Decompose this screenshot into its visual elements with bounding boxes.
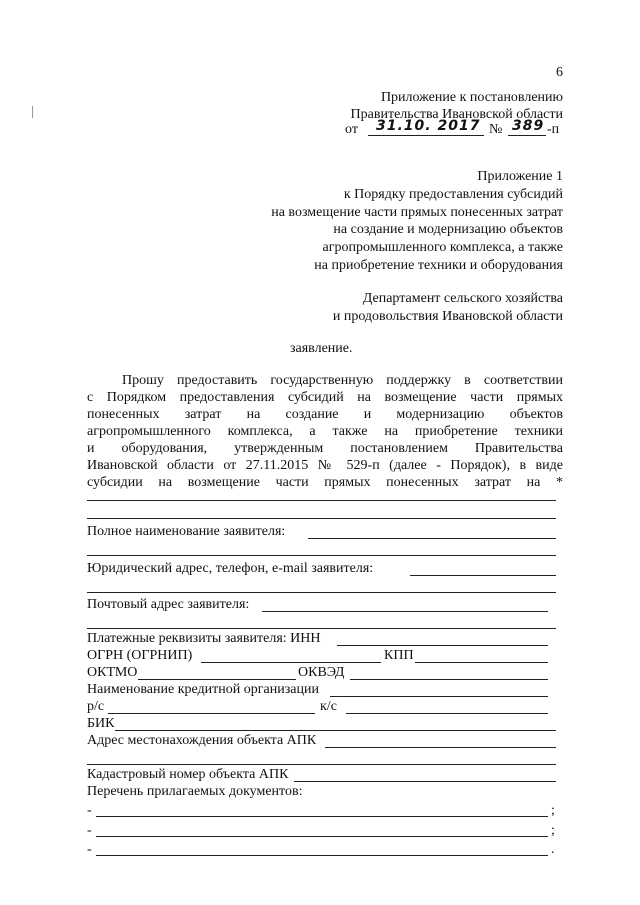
cadastral-number-label: Кадастровый номер объекта АПК: [87, 767, 289, 782]
inn-field[interactable]: [337, 645, 548, 646]
body-line: Ивановской области от 27.11.2015 № 529-п (далее - Порядок), в виде: [87, 458, 563, 473]
body-line: агропромышленного комплекса, а также на приобретение техники: [87, 424, 563, 439]
payment-details-label: Платежные реквизиты заявителя: ИНН: [87, 631, 321, 646]
ks-field[interactable]: [346, 713, 548, 714]
documents-list-end: ;: [551, 823, 555, 838]
postal-address-field-line-2[interactable]: [87, 628, 556, 629]
body-line: понесенных затрат на создание и модернизацию объектов: [87, 407, 563, 422]
full-name-label: Полное наименование заявителя:: [87, 524, 286, 539]
appendix-line: на приобретение техники и оборудования: [314, 258, 563, 273]
body-line: и оборудования, утвержденным постановлением Правительства: [87, 441, 563, 456]
header-date-handwritten: 31.10. 2017: [376, 118, 481, 134]
document-entry-field[interactable]: [96, 855, 548, 856]
appendix-title: Приложение 1: [477, 169, 563, 184]
ks-label: к/с: [320, 699, 337, 714]
documents-list-bullet: -: [87, 823, 92, 838]
appendix-line: на создание и модернизацию объектов: [333, 222, 563, 237]
document-entry-field[interactable]: [96, 836, 548, 837]
appendix-line: на возмещение части прямых понесенных затрат: [271, 205, 563, 220]
document-entry-field[interactable]: [96, 816, 548, 817]
header-ot-label: от: [345, 122, 358, 137]
bank-name-field[interactable]: [330, 696, 548, 697]
postal-address-field[interactable]: [262, 611, 548, 612]
documents-list-bullet: -: [87, 803, 92, 818]
cadastral-number-field[interactable]: [294, 781, 556, 782]
purpose-blank-line[interactable]: [87, 500, 556, 501]
appendix-line: агропромышленного комплекса, а также: [322, 240, 563, 255]
header-line-2: Правительства Ивановской области: [350, 107, 563, 122]
ogrn-label: ОГРН (ОГРНИП): [87, 648, 193, 663]
bik-field[interactable]: [115, 730, 556, 731]
kpp-field[interactable]: [415, 662, 548, 663]
legal-address-field[interactable]: [410, 575, 556, 576]
documents-list-label: Перечень прилагаемых документов:: [87, 784, 303, 799]
documents-list-bullet: -: [87, 842, 92, 857]
purpose-blank-line[interactable]: [87, 518, 556, 519]
okved-label: ОКВЭД: [298, 665, 345, 680]
postal-address-label: Почтовый адрес заявителя:: [87, 597, 250, 612]
legal-address-field-line-2[interactable]: [87, 592, 556, 593]
kpp-label: КПП: [384, 648, 414, 663]
addressee-line-2: и продовольствия Ивановской области: [332, 309, 563, 324]
full-name-field[interactable]: [308, 538, 556, 539]
apk-address-field-line-2[interactable]: [87, 764, 556, 765]
header-line-1: Приложение к постановлению: [380, 90, 563, 105]
okved-field[interactable]: [350, 679, 548, 680]
ogrn-field[interactable]: [201, 662, 381, 663]
documents-list-end: ;: [551, 803, 555, 818]
apk-address-label: Адрес местонахождения объекта АПК: [87, 733, 317, 748]
scan-margin-mark: [32, 106, 33, 118]
oktmo-field[interactable]: [138, 679, 296, 680]
bik-label: БИК: [87, 716, 115, 731]
body-line: субсидии на возмещение части прямых понесенных затрат на *: [87, 475, 563, 490]
oktmo-label: ОКТМО: [87, 665, 138, 680]
rs-field[interactable]: [108, 713, 315, 714]
body-line: Прошу предоставить государственную поддержку в соответствии: [122, 373, 563, 388]
header-suffix: -п: [547, 122, 560, 137]
header-number-underline: [508, 135, 546, 136]
bank-name-label: Наименование кредитной организации: [87, 682, 319, 697]
legal-address-label: Юридический адрес, телефон, e-mail заявителя:: [87, 561, 374, 576]
header-date-underline: [368, 135, 484, 136]
body-line: с Порядком предоставления субсидий на возмещение части прямых: [87, 390, 563, 405]
apk-address-field[interactable]: [325, 747, 556, 748]
header-number-handwritten: 389: [512, 118, 545, 134]
page-number: 6: [556, 65, 563, 80]
full-name-field-line-2[interactable]: [87, 555, 556, 556]
documents-list-end: .: [551, 842, 555, 857]
header-number-label: №: [489, 122, 503, 137]
document-title: заявление.: [290, 341, 353, 356]
addressee-line-1: Департамент сельского хозяйства: [362, 291, 563, 306]
appendix-line: к Порядку предоставления субсидий: [343, 187, 563, 202]
rs-label: р/с: [87, 699, 105, 714]
